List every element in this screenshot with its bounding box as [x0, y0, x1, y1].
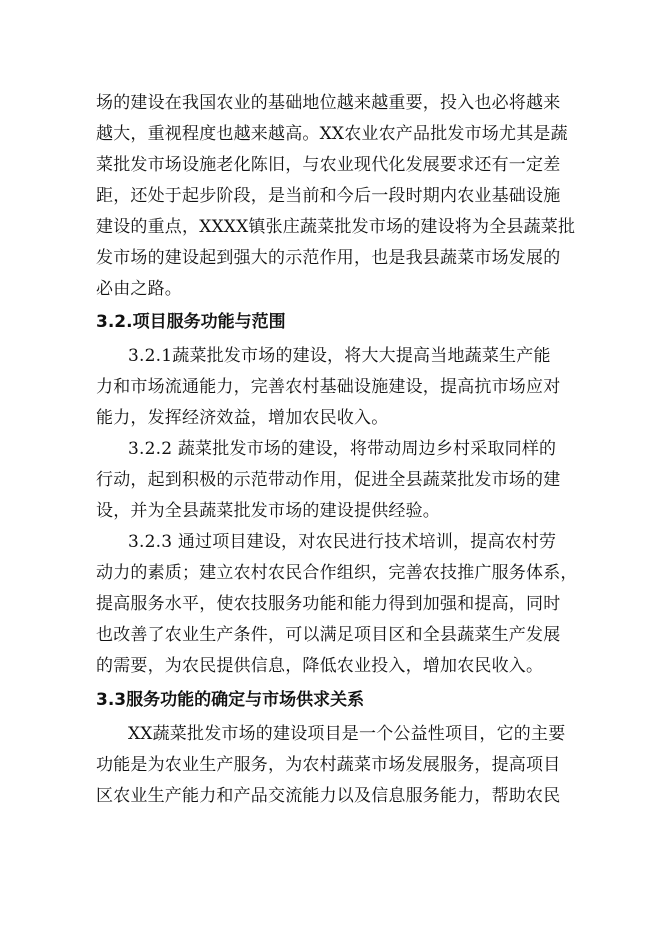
paragraph-1-line-2: 越大，重视程度也越来越高。XX农业农产品批发市场尤其是蔬	[96, 124, 568, 144]
para-3-2-3-line-3: 提高服务水平，使农技服务功能和能力得到加强和提高，同时	[96, 594, 561, 614]
para-3-2-3-line-1: 3.2.3 通过项目建设，对农民进行技术培训，提高农村劳	[128, 532, 557, 552]
para-3-2-2-line-1: 3.2.2 蔬菜批发市场的建设，将带动周边乡村采取同样的	[128, 439, 557, 459]
para-3-2-3-line-5: 的需要，为农民提供信息，降低农业投入，增加农民收入。	[96, 656, 544, 676]
paragraph-1-line-5: 建设的重点，XXXX镇张庄蔬菜批发市场的建设将为全县蔬菜批	[96, 217, 576, 237]
para-3-3-line-3: 区农业生产能力和产品交流能力以及信息服务能力，帮助农民	[96, 786, 561, 806]
paragraph-1-line-7: 必由之路。	[96, 279, 182, 299]
paragraph-1-line-1: 场的建设在我国农业的基础地位越来越重要，投入也必将越来	[96, 93, 561, 113]
section-heading-3-3: 3.3服务功能的确定与市场供求关系	[96, 690, 365, 710]
para-3-2-1-line-1: 3.2.1蔬菜批发市场的建设，将大大提高当地蔬菜生产能	[128, 346, 551, 366]
section-heading-3-2: 3.2.项目服务功能与范围	[96, 312, 286, 332]
paragraph-1-line-6: 发市场的建设起到强大的示范作用，也是我县蔬菜市场发展的	[96, 248, 561, 268]
paragraph-1-line-3: 菜批发市场设施老化陈旧，与农业现代化发展要求还有一定差	[96, 155, 561, 175]
para-3-2-2-line-2: 行动，起到积极的示范带动作用，促进全县蔬菜批发市场的建	[96, 470, 561, 490]
para-3-2-2-line-3: 设，并为全县蔬菜批发市场的建设提供经验。	[96, 501, 440, 521]
para-3-2-3-line-2: 动力的素质；建立农村农民合作组织，完善农技推广服务体系，	[96, 563, 578, 583]
paragraph-1-line-4: 距，还处于起步阶段，是当前和今后一段时期内农业基础设施	[96, 186, 561, 206]
para-3-3-line-2: 功能是为农业生产服务，为农村蔬菜市场发展服务，提高项目	[96, 755, 561, 775]
para-3-2-1-line-3: 能力，发挥经济效益，增加农民收入。	[96, 408, 389, 428]
para-3-2-3-line-4: 也改善了农业生产条件，可以满足项目区和全县蔬菜生产发展	[96, 625, 561, 645]
para-3-2-1-line-2: 力和市场流通能力，完善农村基础设施建设，提高抗市场应对	[96, 377, 561, 397]
para-3-3-line-1: XX蔬菜批发市场的建设项目是一个公益性项目，它的主要	[128, 724, 566, 744]
